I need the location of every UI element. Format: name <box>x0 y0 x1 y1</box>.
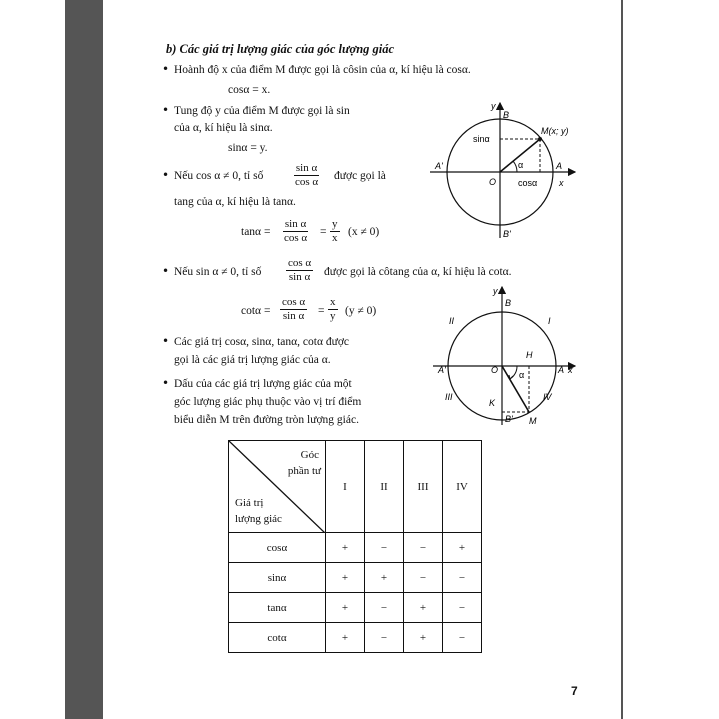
paragraph-values-line2: gọi là các giá trị lượng giác của α. <box>174 354 331 366</box>
label-B: B <box>505 298 512 308</box>
section-title: b) Các giá trị lượng giác của góc lượng giác <box>166 42 395 56</box>
page-number: 7 <box>571 684 578 698</box>
label-B-prime: B' <box>505 414 513 424</box>
label-A: A <box>556 161 563 171</box>
label-M: M <box>529 416 537 426</box>
paragraph-sine-line2: của α, kí hiệu là sinα. <box>174 122 273 134</box>
bullet: • <box>162 168 170 182</box>
denominator: x <box>332 232 338 244</box>
fraction-y-over-x <box>330 218 340 245</box>
fraction-cos-over-sin <box>280 296 307 323</box>
quadrant-header: III <box>404 441 443 533</box>
numerator: cos α <box>288 257 312 269</box>
row-label: cotα <box>229 623 326 653</box>
bullet: • <box>162 334 170 348</box>
row-label: cosα <box>229 533 326 563</box>
numerator: cos α <box>282 296 306 308</box>
label-B: B <box>503 110 510 120</box>
header-bottom-line1: Giá trị <box>235 497 264 509</box>
sign-cell: + <box>404 593 443 623</box>
paragraph-signs-line2: góc lượng giác phụ thuộc vào vị trí điểm <box>174 396 362 408</box>
angle-arc <box>510 366 517 379</box>
label-K: K <box>489 398 496 408</box>
quadrant-header: I <box>326 441 365 533</box>
denominator: cos α <box>284 232 308 244</box>
label-O: O <box>491 365 499 375</box>
paragraph-cot-a: Nếu sin α ≠ 0, tỉ số <box>174 266 262 278</box>
denominator: y <box>330 310 336 322</box>
label-quadrant-I: I <box>548 316 551 326</box>
table-row <box>229 563 482 593</box>
formula-sin: sinα = y. <box>228 142 268 154</box>
sign-cell: − <box>404 563 443 593</box>
label-y: y <box>491 101 496 111</box>
formula-tan-condition: (x ≠ 0) <box>348 226 380 238</box>
sign-cell: + <box>326 593 365 623</box>
label-alpha: α <box>518 160 524 170</box>
fraction-sin-over-cos <box>282 218 309 245</box>
formula-cot-lhs: cotα = <box>241 305 271 317</box>
paragraph-signs-line1: Dấu của các giá trị lượng giác của một <box>174 378 352 390</box>
denominator: sin α <box>288 271 311 283</box>
sign-cell: − <box>443 563 482 593</box>
label-M: M(x; y) <box>541 126 569 136</box>
unit-circle-figure-2 <box>425 282 585 428</box>
numerator: sin α <box>295 162 318 174</box>
sign-cell: − <box>365 533 404 563</box>
header-bottom-line2: lượng giác <box>235 513 282 525</box>
header-top-line1: Góc <box>300 449 319 461</box>
bullet: • <box>162 264 170 278</box>
sign-cell: − <box>365 623 404 653</box>
paragraph-sine-line1: Tung độ y của điểm M được gọi là sin <box>174 105 350 117</box>
label-alpha: α <box>519 370 525 380</box>
equals-sign: = <box>318 305 325 317</box>
label-A-prime: A' <box>438 365 446 375</box>
sign-cell: + <box>404 623 443 653</box>
denominator: sin α <box>282 310 305 322</box>
paragraph-signs-line3: biểu diễn M trên đường tròn lượng giác. <box>174 414 359 426</box>
numerator: sin α <box>284 218 307 230</box>
sign-cell: + <box>326 533 365 563</box>
table-row <box>229 533 482 563</box>
quadrant-header: II <box>365 441 404 533</box>
bullet: • <box>162 376 170 390</box>
table-corner-header <box>229 441 326 533</box>
label-sin: sinα <box>473 134 490 144</box>
numerator: x <box>330 296 336 308</box>
numerator: y <box>332 218 338 230</box>
sign-cell: − <box>443 623 482 653</box>
label-x: x <box>568 365 573 375</box>
equals-sign: = <box>320 226 327 238</box>
sign-cell: − <box>404 533 443 563</box>
paragraph-cosine: Hoành độ x của điểm M được gọi là côsin của α, kí hiệu là cosα. <box>174 64 471 76</box>
fraction-x-over-y <box>328 296 338 323</box>
label-quadrant-III: III <box>445 392 453 402</box>
label-quadrant-II: II <box>449 316 455 326</box>
label-A-prime: A' <box>435 161 443 171</box>
paragraph-tan-line2: tang của α, kí hiệu là tanα. <box>174 196 296 208</box>
table-row <box>229 623 482 653</box>
label-quadrant-IV: IV <box>543 392 552 402</box>
bullet: • <box>162 62 170 76</box>
label-y: y <box>493 286 498 296</box>
bullet: • <box>162 103 170 117</box>
sign-cell: + <box>326 623 365 653</box>
denominator: cos α <box>295 176 319 188</box>
unit-circle-figure-1 <box>425 98 585 246</box>
sign-cell: − <box>443 593 482 623</box>
header-top-line2: phần tư <box>287 465 321 477</box>
quadrant-header: IV <box>443 441 482 533</box>
formula-cos: cosα = x. <box>228 84 271 96</box>
sign-cell: + <box>443 533 482 563</box>
label-cos: cosα <box>518 178 538 188</box>
paragraph-values-line1: Các giá trị cosα, sinα, tanα, cotα được <box>174 336 350 348</box>
row-label: sinα <box>229 563 326 593</box>
fraction-cos-over-sin <box>286 257 313 284</box>
row-label: tanα <box>229 593 326 623</box>
fraction-sin-over-cos <box>293 162 320 189</box>
angle-arc <box>513 161 517 172</box>
label-H: H <box>526 350 533 360</box>
sign-cell: + <box>365 563 404 593</box>
sign-table <box>228 440 482 653</box>
formula-tan-lhs: tanα = <box>241 226 271 238</box>
label-x: x <box>559 178 564 188</box>
sign-cell: + <box>326 563 365 593</box>
label-A: A <box>558 365 565 375</box>
sign-cell: − <box>365 593 404 623</box>
point-M <box>538 137 542 141</box>
table-row <box>229 593 482 623</box>
label-B-prime: B' <box>503 229 511 239</box>
arc-arrow <box>509 375 513 379</box>
formula-cot-condition: (y ≠ 0) <box>345 305 377 317</box>
paragraph-cot-b: được gọi là côtang của α, kí hiệu là cotα. <box>324 266 512 278</box>
paragraph-tan-line1-a: Nếu cos α ≠ 0, tỉ số <box>174 170 264 182</box>
label-O: O <box>489 177 497 187</box>
paragraph-tan-line1-b: được gọi là <box>334 170 386 182</box>
